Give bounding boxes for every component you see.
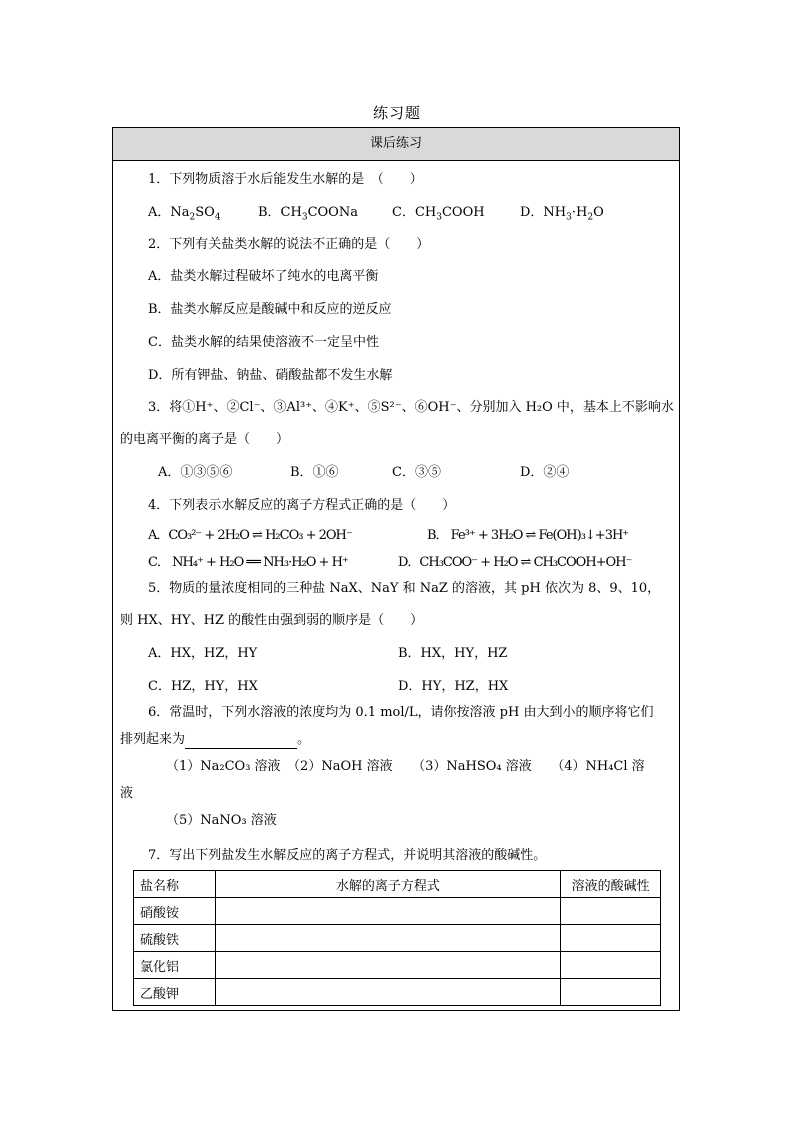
q3-option-a: A．①③⑤⑥ — [158, 465, 233, 480]
q6-stem-line2: 排列起来为 。 — [120, 732, 311, 747]
q5-option-b: B．HX，HY，HZ — [398, 646, 508, 661]
q6-stem-line1: 6．常温时，下列水溶液的浓度均为 0.1 mol/L，请你按溶液 pH 由大到小的顺序将它们 — [148, 705, 654, 720]
q1-option-b: B．$CH_3COONa$ — [258, 205, 358, 223]
q2-option-c: C．盐类水解的结果使溶液不一定呈中性 — [148, 335, 379, 350]
q5-option-c: C．HZ，HY，HX — [148, 679, 258, 694]
q6-items-line2: （5）NaNO₃ 溶液 — [166, 813, 277, 828]
q3-option-d: D．②④ — [520, 465, 570, 480]
section-header: 课后练习 — [113, 128, 679, 161]
q5-option-a: A．HX，HZ，HY — [148, 646, 258, 661]
q2-option-a: A．盐类水解过程破坏了纯水的电离平衡 — [148, 269, 379, 284]
table-row — [134, 925, 661, 952]
acidity-cell[interactable] — [561, 898, 661, 925]
q4-option-b: B． Fe³⁺ + 3H₂O ⇌ Fe(OH)₃↓+3H⁺ — [427, 528, 629, 543]
q4-option-a: A．CO₃²⁻ + 2H₂O ⇌ H₂CO₃ + 2OH⁻ — [148, 528, 352, 543]
column-header-equation: 水解的离子方程式 — [215, 871, 561, 898]
answer-blank[interactable] — [185, 736, 297, 749]
q3-stem-line1: 3．将①H⁺、②Cl⁻、③Al³⁺、④K⁺、⑤S²⁻、⑥OH⁻、分别加入 H₂O 中，基本上不影响水 — [148, 400, 674, 415]
q7-stem: 7．写出下列盐发生水解反应的离子方程式，并说明其溶液的酸碱性。 — [148, 848, 547, 863]
salt-name: 硫酸铁 — [134, 925, 216, 952]
page-title: 练习题 — [372, 104, 421, 122]
table-row — [134, 898, 661, 925]
q3-option-c: C．③⑤ — [392, 465, 441, 480]
q3-option-b: B．①⑥ — [290, 465, 339, 480]
column-header-salt: 盐名称 — [134, 871, 216, 898]
equation-cell[interactable] — [215, 952, 561, 979]
q5-option-d: D．HY，HZ，HX — [398, 679, 509, 694]
q1-option-c: C．$CH_3COOH$ — [392, 205, 485, 223]
salt-name: 硝酸铵 — [134, 898, 216, 925]
q1-stem: 1．下列物质溶于水后能发生水解的是 （ ） — [148, 172, 423, 187]
q2-stem: 2．下列有关盐类水解的说法不正确的是（ ） — [148, 237, 430, 252]
table-row — [134, 952, 661, 979]
q4-option-c: C． NH₄⁺ + H₂O ══ NH₃·H₂O + H⁺ — [148, 555, 348, 570]
acidity-cell[interactable] — [561, 952, 661, 979]
equation-cell[interactable] — [215, 925, 561, 952]
q4-stem: 4．下列表示水解反应的离子方程式正确的是（ ） — [148, 498, 456, 513]
q1-option-a: A．$Na_2SO_4$ — [148, 205, 221, 223]
equation-cell[interactable] — [215, 898, 561, 925]
q2-option-b: B．盐类水解反应是酸碱中和反应的逆反应 — [148, 302, 392, 317]
q5-stem-line1: 5．物质的量浓度相同的三种盐 NaX、NaY 和 NaZ 的溶液，其 pH 依次为 8、9、10， — [148, 581, 661, 596]
salt-name: 乙酸钾 — [134, 979, 216, 1006]
q6-items-line1: （1）Na₂CO₃ 溶液 （2）NaOH 溶液 （3）NaHSO₄ 溶液 （4）NH₄Cl 溶 — [166, 759, 645, 774]
acidity-cell[interactable] — [561, 925, 661, 952]
q3-stem-line2: 的电离平衡的离子是（ ） — [120, 432, 290, 447]
acidity-cell[interactable] — [561, 979, 661, 1006]
q1-option-d: D．$NH_3\cdot H_2O$ — [520, 205, 604, 223]
q4-option-d: D．CH₃COO⁻ + H₂O ⇌ CH₃COOH+OH⁻ — [398, 555, 632, 570]
q6-items-line1-cont: 液 — [120, 786, 134, 801]
column-header-acidity: 溶液的酸碱性 — [561, 871, 661, 898]
q2-option-d: D．所有钾盐、钠盐、硝酸盐都不发生水解 — [148, 368, 393, 383]
table-row — [134, 979, 661, 1006]
q5-stem-line2: 则 HX、HY、HZ 的酸性由强到弱的顺序是（ ） — [120, 613, 424, 628]
hydrolysis-table — [133, 870, 661, 1006]
salt-name: 氯化铝 — [134, 952, 216, 979]
table-header-row — [134, 871, 661, 898]
equation-cell[interactable] — [215, 979, 561, 1006]
